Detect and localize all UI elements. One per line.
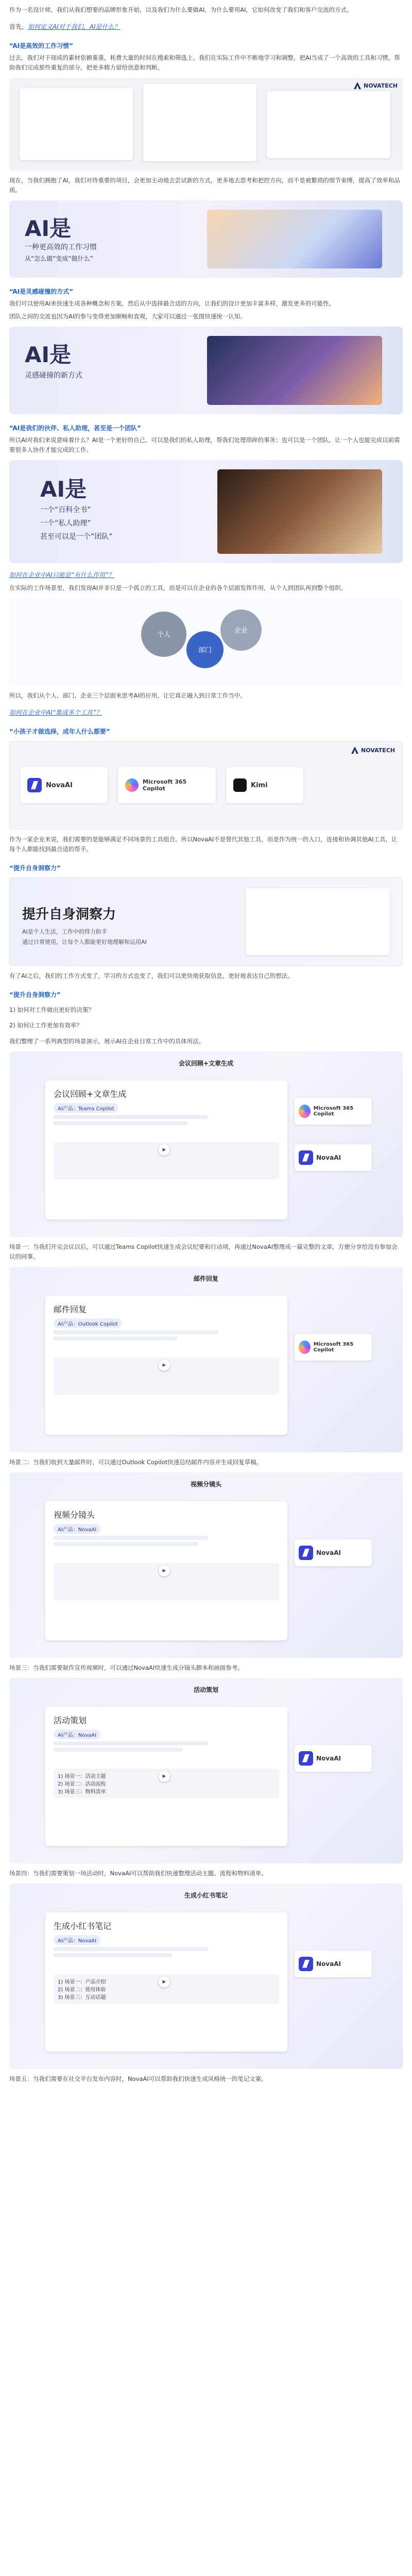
section-enterprise-paragraph-2: 所以，我们从个人、部门、企业三个层面来思考AI的应用，让它真正融入到日常工作当中。 xyxy=(9,692,246,699)
ability-frame xyxy=(9,877,403,966)
compare-logo: NOVATECH xyxy=(351,747,395,754)
demo-email-heading: 邮件回复 xyxy=(54,1304,87,1314)
section-tool-paragraph-2: 现在，当我们拥抱了AI，我们对待重要的项目，会更加主动地去尝试新的方式，更多地去思考和把控方向，而不是被繁琐的细节束缚，提高了效率和品质。 xyxy=(9,177,400,194)
demo-meeting-title: 会议回顾+文章生成 xyxy=(178,1059,234,1067)
ability-heading: 提升自身洞察力 xyxy=(22,907,116,922)
demo-event-nova-card: NovaAI xyxy=(295,1745,372,1772)
demo-email-title: 邮件回复 xyxy=(193,1275,218,1282)
question-3-highlight: 如何在企业中AI“集成多个工具”？ xyxy=(9,709,102,716)
demo-event-heading: 活动策划 xyxy=(54,1715,87,1725)
demo-event-paragraph: 场景四：当我们需要策划一场活动时，NovaAI可以帮助我们快速整理活动主题、流程和物料清单。 xyxy=(9,1869,267,1877)
banner-habit-line1: 一种更高效的工作习惯 xyxy=(25,243,97,251)
demo-note xyxy=(9,1884,403,2069)
demo-storyboard-title: 视频分镜头 xyxy=(190,1480,221,1488)
screenshot-collage xyxy=(9,78,403,171)
demo-event-list: 1) 场景一：活动主题 2) 场景二：活动流程 3) 场景三：物料清单 xyxy=(54,1769,279,1798)
copilot-icon xyxy=(125,778,139,792)
demo-meeting xyxy=(9,1052,403,1237)
demo-note-nova-card: NovaAI xyxy=(295,1951,372,1977)
tool-card-kimi[interactable]: Kimi xyxy=(226,767,303,803)
collage-card-2 xyxy=(143,84,256,161)
scene-list-item-2: 2) 如何让工作更加有效率？ xyxy=(9,1022,82,1029)
novatech-logo: NOVATECH xyxy=(354,82,398,89)
demo-event-product: AI产品：NovaAI xyxy=(54,1730,100,1739)
demo-meeting-product: AI产品：Teams Copilot xyxy=(54,1103,118,1113)
demo-note-play-icon[interactable]: ▶ xyxy=(159,1976,170,1988)
question-2 xyxy=(0,570,412,580)
section-creative-paragraph: 我们可以使用AI来快速生成各种概念和方案，然后从中选择最合适的方向，让我们的设计更加丰富多样，激发更多的可能性。 xyxy=(9,300,335,307)
demo-note-product: AI产品：NovaAI xyxy=(54,1935,100,1945)
gears-svg xyxy=(9,598,403,686)
ability-line1: AI是个人生活，工作中的得力助手 xyxy=(22,928,107,935)
banner-inspiration-heading: AI是 xyxy=(25,342,72,367)
banner-inspiration-line1: 灵感碰撞的新方式 xyxy=(25,371,82,380)
question-1-prefix: 首先， xyxy=(9,23,28,30)
demo-email-copilot-card: Microsoft 365 Copilot xyxy=(295,1334,372,1361)
ability-screenshot xyxy=(246,888,390,955)
section-tool-title: “AI是高效的工作习惯” xyxy=(9,42,73,49)
demo-storyboard-product: AI产品：NovaAI xyxy=(54,1524,100,1534)
tool-card-novaai[interactable]: NovaAI xyxy=(20,767,108,803)
demo-meeting-copilot-card: Microsoft 365 Copilot xyxy=(295,1098,372,1125)
demo-event-play-icon[interactable]: ▶ xyxy=(159,1771,170,1782)
demo-email-product: AI产品：Outlook Copilot xyxy=(54,1318,122,1328)
section-compare-paragraph: 作为一家企业来说，我们需要的是能够满足不同场景的工具组合。所以NovaAI不是替代其他工具，而是作为统一的入口，连接和协调其他AI工具，让每个人都能找到最合适的帮手。 xyxy=(9,836,398,853)
question-2-highlight: 如何在企业中AI只能是“有什么作用”？ xyxy=(9,571,115,579)
intro-paragraph: 作为一名设计师，我们从我们想要的品牌形象开始，以及我们为什么要做AI，为什么要用AI，它如何改变了我们和客户交流的方式。 xyxy=(9,6,353,13)
section-enterprise-paragraph: 在实际的工作场景里，我们发现AI并非只是一个孤立的工具，而是可以在企业的各个层面发挥作用，从个人到团队再到整个组织。 xyxy=(9,584,347,591)
banner-inspiration xyxy=(9,327,403,414)
banner-habit xyxy=(9,200,403,278)
banner-partner-line2: 一个“私人助理” xyxy=(40,519,91,528)
demo-meeting-play-icon[interactable]: ▶ xyxy=(159,1144,170,1156)
scene-list-item-1: 1) 如何对工作做出更好的决策？ xyxy=(9,1006,94,1013)
gear-department-label: 部门 xyxy=(198,647,212,654)
section-partner-paragraph: 所以AI对我们来说意味着什么？AI是一个更好的自己，可以是我们的私人助理，帮我们处理琐碎的事务；也可以是一个团队，让一个人也能完成以前需要很多人协作才能完成的工作。 xyxy=(9,436,400,453)
section-scene-paragraph: 我们整理了一系列典型的场景演示，展示AI在企业日常工作中的具体用法。 xyxy=(9,1037,205,1045)
section-partner-title: “AI是我们的伙伴、私人助理，甚至是一个团队” xyxy=(9,425,141,432)
collage-card-3 xyxy=(267,91,390,158)
banner-partner xyxy=(9,460,403,563)
demo-meeting-paragraph: 场景一：当我们开完会议以后，可以通过Teams Copilot快速生成会议纪要和行动项，再通过NovaAI整理成一篇完整的文章，方便分享给没有参加会议的同事。 xyxy=(9,1243,398,1260)
section-tool-paragraph: 过去，我们对于现成的素材依赖重重，耗费大量的时间在搜索和筛选上。我们在实际工作中不断地学习和调整，把AI当成了一个高效的工具和习惯，帮助我们完成那些重复的部分，把更多精力留给创意和判断。 xyxy=(9,54,400,71)
demo-note-title: 生成小红书笔记 xyxy=(184,1891,228,1899)
demo-email-play-icon[interactable]: ▶ xyxy=(159,1360,170,1371)
demo-email xyxy=(9,1267,403,1452)
demo-storyboard-paragraph: 场景三：当我们需要制作宣传视频时，可以通过NovaAI快速生成分镜头脚本和画面参考。 xyxy=(9,1664,244,1671)
article xyxy=(0,5,412,2576)
banner-inspiration-illustration xyxy=(207,336,382,405)
tools-compare-frame xyxy=(9,741,403,829)
demo-storyboard-nova-card: NovaAI xyxy=(295,1539,372,1566)
demo-meeting-nova-card: NovaAI xyxy=(295,1144,372,1171)
demo-meeting-heading: 会议回顾+文章生成 xyxy=(54,1089,127,1099)
banner-habit-heading: AI是 xyxy=(25,216,72,241)
banner-partner-line3: 甚至可以是一个“团队” xyxy=(40,533,113,541)
banner-partner-heading: AI是 xyxy=(40,477,87,502)
banner-habit-illustration xyxy=(207,210,382,268)
demo-storyboard xyxy=(9,1472,403,1658)
section-creative-paragraph-2: 团队之间的交流也因为AI的参与变得更加顺畅和直观，大家可以通过一张图快速统一认知。 xyxy=(9,313,246,320)
banner-partner-illustration xyxy=(217,469,382,554)
section-ability-title: “提升自身洞察力” xyxy=(9,865,61,872)
demo-event-title: 活动策划 xyxy=(193,1686,218,1693)
ability-line2: 通过日常使用，让每个人都能更好地理解和运用AI xyxy=(22,939,147,945)
section-compare-title: “小孩子才做选择，成年人什么都要” xyxy=(9,728,110,735)
question-1 xyxy=(0,22,412,32)
gear-personal-label: 个人 xyxy=(157,631,171,639)
question-1-highlight: 如何定义AI对于我们，AI是什么？ xyxy=(28,23,121,30)
gear-enterprise-label: 企业 xyxy=(234,627,248,635)
demo-note-paragraph: 场景五：当我们需要在社交平台发布内容时，NovaAI可以帮助我们快速生成风格统一的笔记文案。 xyxy=(9,2075,267,2082)
question-3 xyxy=(0,708,412,718)
gears-diagram xyxy=(9,598,403,686)
kimi-icon xyxy=(233,778,247,792)
banner-partner-line1: 一个“百科全书” xyxy=(40,506,91,514)
section-scene-title: “提升自身洞察力” xyxy=(9,991,61,998)
demo-note-heading: 生成小红书笔记 xyxy=(54,1921,112,1931)
demo-storyboard-play-icon[interactable]: ▶ xyxy=(159,1565,170,1577)
demo-event xyxy=(9,1678,403,1863)
demo-storyboard-heading: 视频分镜头 xyxy=(54,1510,95,1520)
section-creative-title: “AI是灵感碰撞的方式” xyxy=(9,288,73,295)
novaai-icon xyxy=(27,778,42,792)
collage-card-1 xyxy=(20,88,133,160)
demo-email-paragraph: 场景二：当我们收到大量邮件时，可以通过Outlook Copilot快速总结邮件内容并生成回复草稿。 xyxy=(9,1458,263,1466)
banner-habit-line2: 从“怎么做”变成“做什么” xyxy=(25,255,93,262)
demo-note-list: 1) 场景一：产品介绍 2) 场景二：使用体验 3) 场景三：互动话题 xyxy=(54,1974,279,2004)
section-ability-paragraph: 有了AI之后，我们的工作方式变了，学习的方式也变了，我们可以更快地获取信息，更好地表达自己的想法。 xyxy=(9,972,294,979)
tool-card-copilot[interactable]: Microsoft 365 Copilot xyxy=(118,767,216,803)
